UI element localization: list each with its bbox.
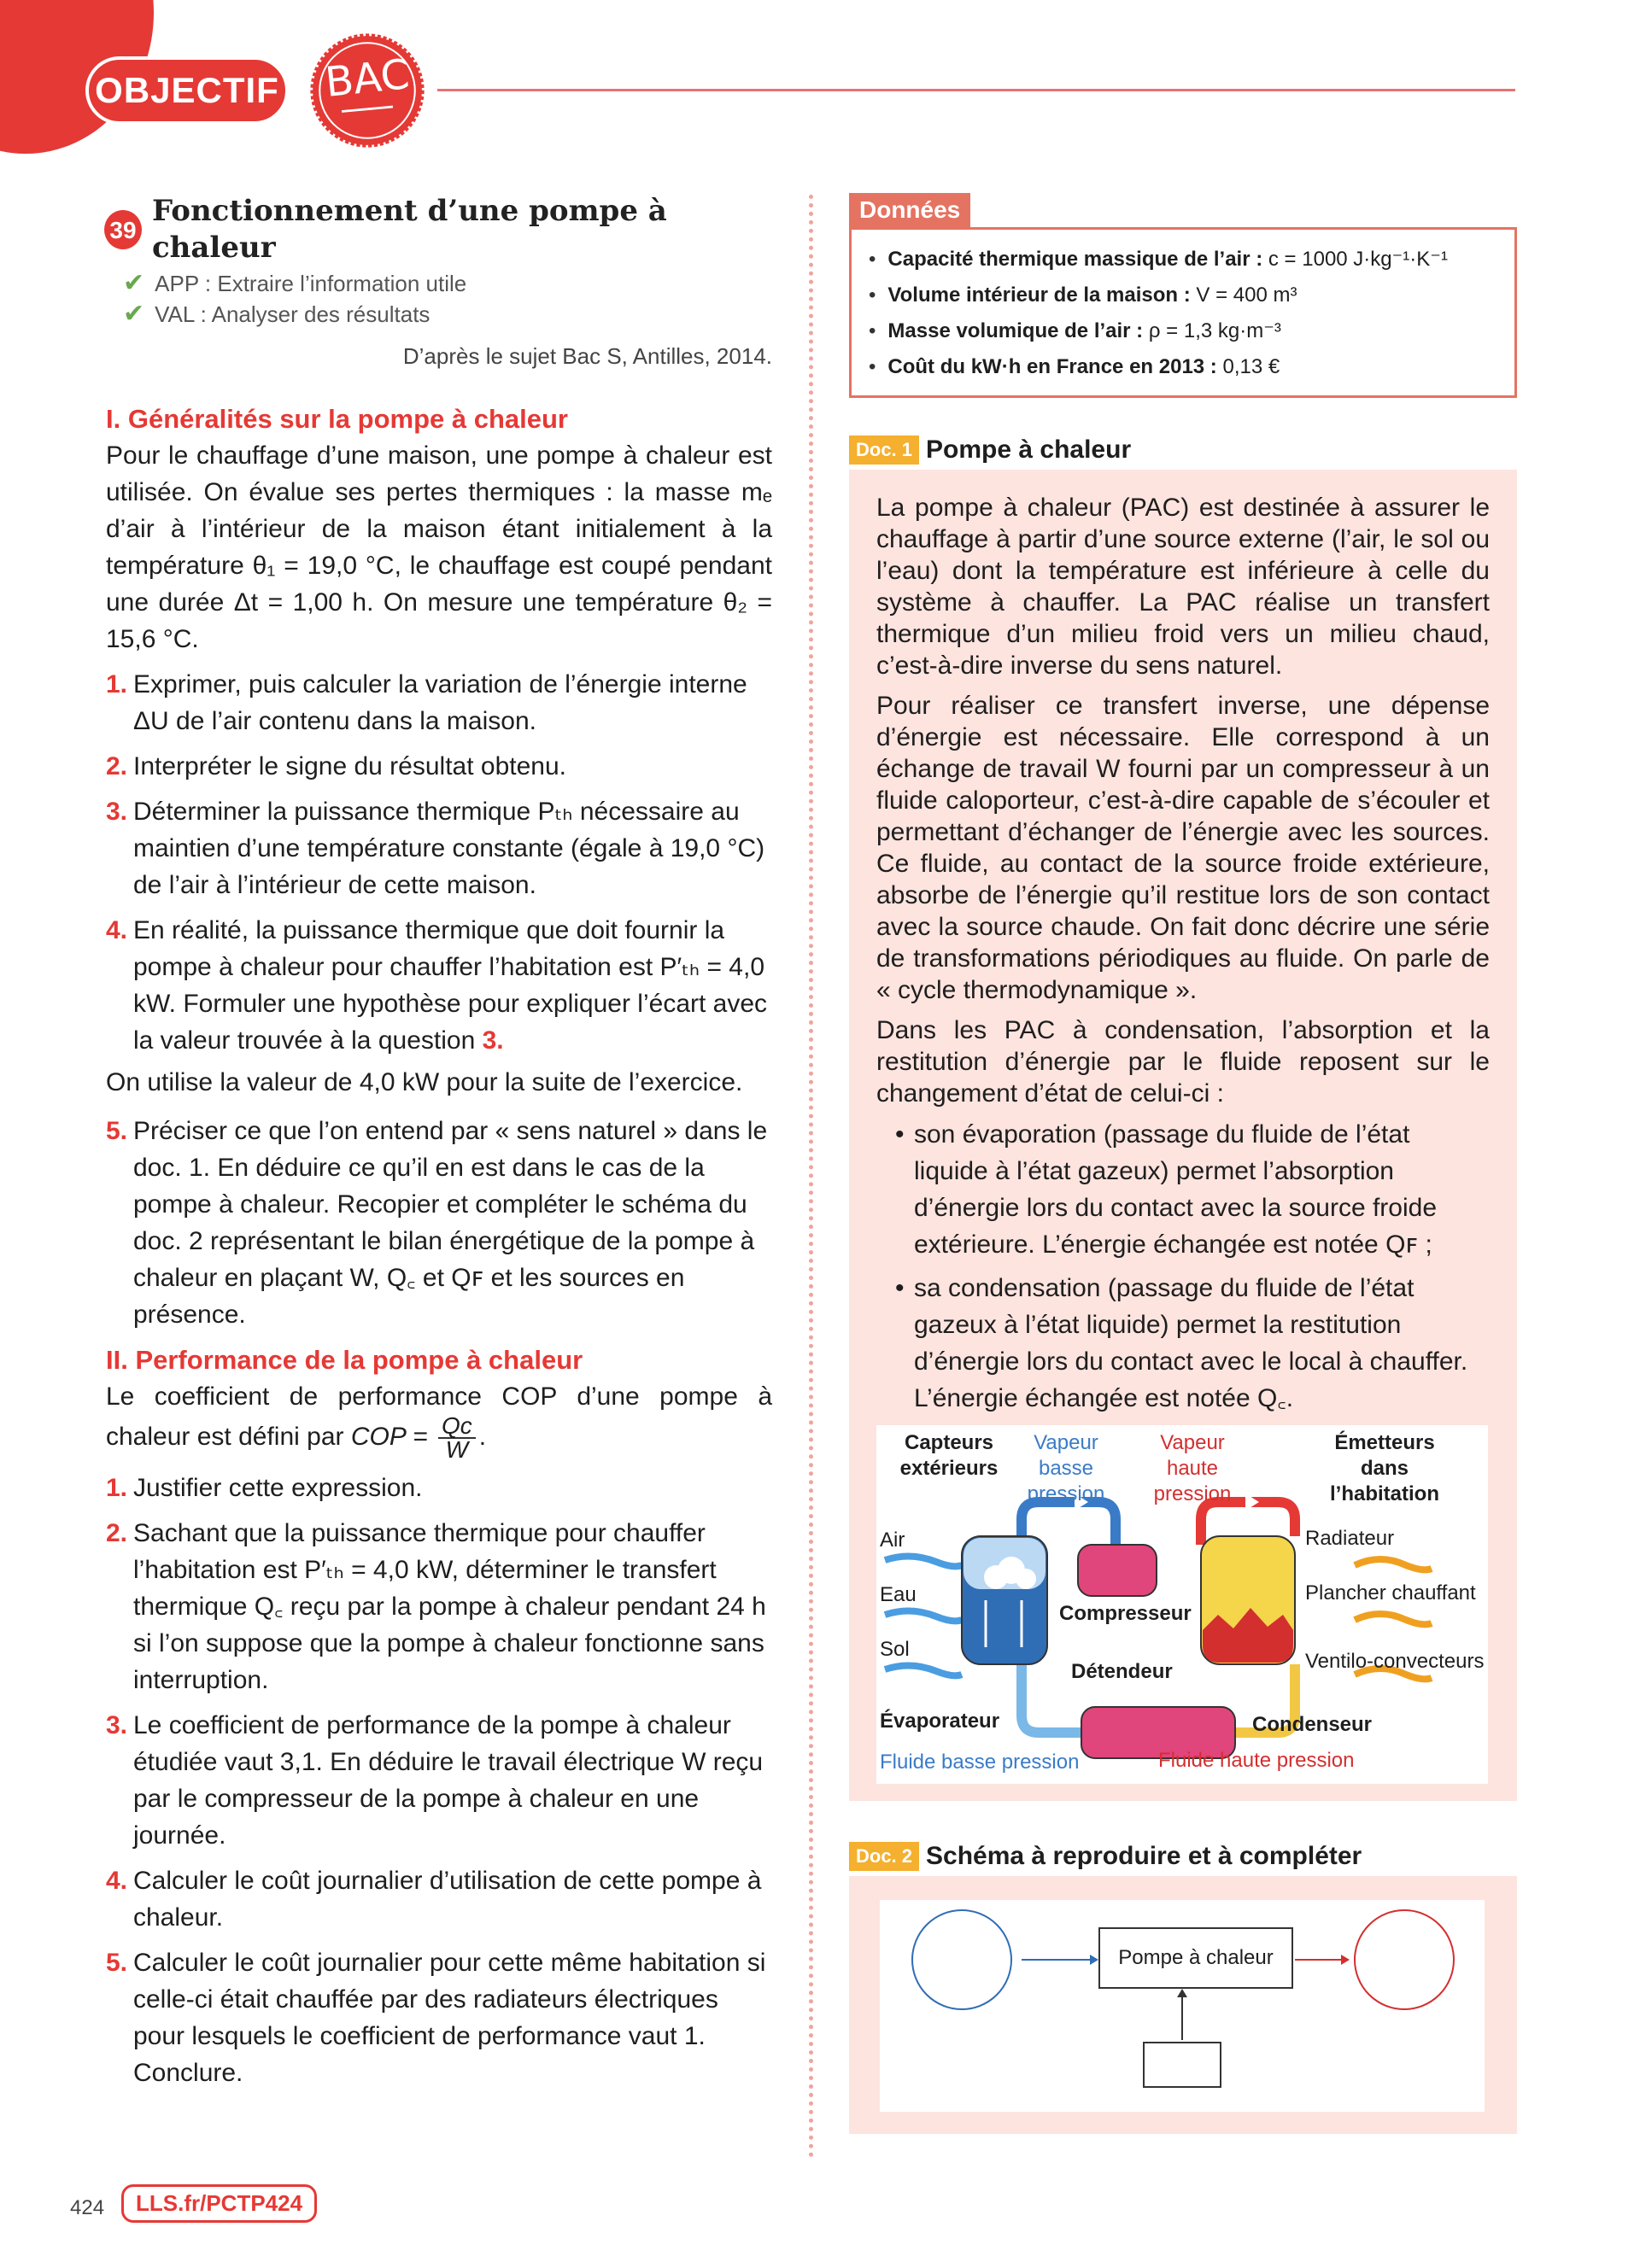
label-fluide-basse: Fluide basse pression (880, 1751, 1080, 1774)
donnee-value: V = 400 m³ (1196, 284, 1297, 307)
question-text: Le coefficient de performance de la pompe à chaleur étudiée vaut 3,1. En déduire le travail électrique W reçu par le compresseur de la pompe à chaleur en une journée. (133, 1711, 764, 1850)
label-radiateur: Radiateur (1305, 1527, 1395, 1550)
question-number: 3. (106, 1711, 128, 1739)
cop-formula-lhs: COP = (350, 1422, 428, 1451)
question-text: Exprimer, puis calculer la variation de l’énergie interne ΔU de l’air contenu dans la maison. (133, 670, 747, 735)
label-emetteurs: Émetteurs dans l’habitation (1330, 1431, 1439, 1505)
doc1-bullet (876, 1270, 1490, 1417)
label-detendeur: Détendeur (1071, 1660, 1173, 1683)
cop-definition-text: Le coefficient de performance COP d’une pompe à chaleur est défini par (106, 1382, 772, 1451)
question-item (106, 793, 772, 903)
question-item (106, 748, 772, 785)
question-number: 3. (106, 798, 128, 826)
doc1-paragraph: La pompe à chaleur (PAC) est destinée à assurer le chauffage à partir d’une source externe (l’air, le sol ou l’eau) dont la température est inférieure à celle du système à chauffer. La PAC réalise un transfert thermique d’un milieu froid vers un milieu chaud, c’est-à-dire inverse du sens naturel. (876, 494, 1490, 680)
bullet-icon: • (869, 284, 876, 307)
question-item (106, 1862, 772, 1936)
arrow-head-icon (1177, 1989, 1187, 1997)
question-number: 2. (106, 752, 128, 780)
donnee-item (869, 349, 1497, 385)
label-evaporateur: Évaporateur (880, 1710, 1000, 1733)
question-text: Justifier cette expression. (133, 1474, 423, 1502)
question-number: 5. (106, 1949, 128, 1977)
bac-label: BAC (323, 50, 412, 107)
air-arrow-icon (885, 1556, 962, 1566)
label-ventilo: Ventilo-convecteurs (1305, 1650, 1485, 1673)
skills-list (106, 268, 772, 330)
question-reference-end: . (496, 1026, 504, 1055)
doc1-bullet-text: sa condensation (passage du fluide de l’état gazeux à l’état liquide) permet la restitution d’énergie lors du contact avec le local à chauffer. L’énergie échangée est notée Q꜀. (914, 1274, 1468, 1412)
question-item (106, 1944, 772, 2091)
soil-arrow-icon (885, 1665, 962, 1675)
label-sol: Sol (880, 1638, 910, 1661)
label-vapeur-haute: Vapeur haute pression (1153, 1431, 1232, 1505)
part2-intro (106, 1378, 772, 1461)
energy-balance-schema (880, 1900, 1485, 2112)
exercise-title: Fonctionnement d’une pompe à chaleur (151, 194, 667, 265)
donnee-item (869, 278, 1497, 313)
doc2-title: Schéma à reproduire et à compléter (926, 1842, 1362, 1870)
label-eau: Eau (880, 1583, 917, 1606)
water-arrow-icon (885, 1610, 962, 1621)
question-item (106, 1470, 772, 1506)
bullet-icon: • (869, 319, 876, 342)
heat-pump-diagram (876, 1425, 1488, 1784)
cop-definition-end: . (478, 1422, 487, 1451)
bullet-icon: • (869, 355, 876, 378)
question-number: 1. (106, 1474, 128, 1502)
documents-column (849, 193, 1517, 2134)
part2-title: II. Performance de la pompe à chaleur (106, 1345, 583, 1375)
exercise-header (106, 193, 772, 266)
label-vapeur-basse: Vapeur basse pression (1027, 1431, 1105, 1505)
doc2-tag: Doc. 2 (849, 1842, 919, 1871)
bullet-icon: • (869, 248, 876, 271)
donnees-box (849, 227, 1517, 398)
skill-label: APP : Extraire l’information utile (155, 271, 467, 296)
question-text: Interpréter le signe du résultat obtenu. (133, 752, 566, 780)
doc1-title: Pompe à chaleur (926, 435, 1132, 464)
cop-denominator: W (445, 1436, 469, 1463)
donnee-item (869, 242, 1497, 278)
bullet-icon: • (895, 1274, 905, 1302)
question-text: Sachant que la puissance thermique pour chauffer l’habitation est P′ₜₕ = 4,0 kW, déterminer le transfert thermique Q꜀ reçu par la pompe à chaleur pendant 24 h si l’on suppose que la pompe à chaleur fonctionne sans interruption. (133, 1519, 766, 1694)
label-compresseur: Compresseur (1059, 1602, 1192, 1625)
resource-link[interactable]: LLS.fr/PCTP424 (121, 2184, 317, 2223)
objectif-badge (85, 56, 289, 125)
column-separator (809, 195, 813, 2159)
question-item (106, 1707, 772, 1854)
question-number: 5. (106, 1117, 128, 1145)
part2-questions (106, 1470, 772, 2091)
exercise-source: D’après le sujet Bac S, Antilles, 2014. (402, 343, 772, 369)
exercise-number: 39 (104, 210, 142, 249)
question-item (106, 666, 772, 739)
work-source-box (1143, 2042, 1221, 2088)
part1-title: I. Généralités sur la pompe à chaleur (106, 404, 568, 434)
part1-note: On utilise la valeur de 4,0 kW pour la suite de l’exercice. (106, 1068, 743, 1096)
question-text: Calculer le coût journalier d’utilisation de cette pompe à chaleur. (133, 1867, 762, 1932)
header-rule (437, 89, 1515, 91)
question-text (133, 912, 772, 1059)
donnee-label: Volume intérieur de la maison : (887, 284, 1191, 307)
heat-pump-box: Pompe à chaleur (1098, 1927, 1293, 1989)
donnee-item (869, 313, 1497, 349)
radiator-arrow-icon (1355, 1559, 1432, 1569)
question-number: 4. (106, 916, 128, 944)
doc1-paragraph: Pour réaliser ce transfert inverse, une dépense d’énergie est nécessaire. Elle correspond à un échange de travail W fourni par un compresseur à un fluide caloporteur, c’est-à-dire capable de s’écouler et permettant d’échanger de l’énergie avec les sources. Ce fluide, au contact de la source froide extérieure, absorbe de l’énergie qu’il restitue lors de son contact avec la source chaude. On fait donc décrire une série de transformations périodiques au fluide. On parle de « cycle thermodynamique ». (876, 692, 1490, 1004)
page-number: 424 (70, 2196, 105, 2219)
hot-source-circle (1355, 1910, 1454, 2009)
doc1-box (849, 470, 1517, 1801)
cold-source-circle (912, 1910, 1011, 2009)
question-number: 4. (106, 1867, 128, 1895)
question-item (106, 912, 772, 1059)
doc1-bullet (876, 1116, 1490, 1263)
bullet-icon: • (895, 1120, 905, 1149)
doc2-box (849, 1876, 1517, 2134)
question-number: 1. (106, 670, 128, 699)
label-capteurs-text: Capteurs extérieurs (899, 1431, 999, 1480)
part1-questions (106, 666, 772, 1059)
label-plancher: Plancher chauffant (1305, 1581, 1476, 1605)
question-text: Déterminer la puissance thermique Pₜₕ nécessaire au maintien d’une température constante (égale à 19,0 °C) de l’air à l’intérieur de cette maison. (133, 798, 765, 899)
arrow-head-icon (1090, 1955, 1098, 1965)
donnee-label: Capacité thermique massique de l’air : (887, 248, 1263, 271)
exercise-column (106, 193, 772, 2100)
question-number: 2. (106, 1519, 128, 1547)
donnee-label: Coût du kW·h en France en 2013 : (887, 355, 1217, 378)
label-air: Air (880, 1529, 905, 1552)
donnee-value: ρ = 1,3 kg·m⁻³ (1148, 319, 1281, 342)
donnee-label: Masse volumique de l’air : (887, 319, 1144, 342)
question-text: Préciser ce que l’on entend par « sens naturel » dans le doc. 1. En déduire ce qu’il en est dans le cas de la pompe à chaleur. Recopier et compléter le schéma du doc. 2 représentant le bilan énergétique de la pompe à chaleur en plaçant W, Q꜀ et Qꜰ et les sources en présence. (133, 1117, 768, 1329)
cloud-icon (1016, 1569, 1036, 1589)
compressor-icon (1078, 1545, 1157, 1596)
floor-heating-arrow-icon (1355, 1614, 1432, 1624)
flow-arrow-icon (1245, 1493, 1259, 1511)
question-item (106, 1515, 772, 1698)
question-text: Calculer le coût journalier pour cette même habitation si celle-ci était chauffée par des radiateurs électriques pour lesquels le coefficient de performance vaut 1. Conclure. (133, 1949, 766, 2087)
label-capteurs (885, 1430, 1013, 1482)
doc1-header (849, 435, 1517, 465)
label-fluide-haute: Fluide haute pression (1158, 1749, 1355, 1772)
cop-fraction (438, 1412, 476, 1463)
arrow-head-icon (1341, 1955, 1350, 1965)
cop-numerator: Qc (438, 1415, 476, 1439)
question-item (106, 1113, 772, 1333)
skill-item (106, 268, 772, 299)
doc1-paragraph: Dans les PAC à condensation, l’absorption et la restitution d’énergie par le fluide reposent sur le changement d’état de celui-ci : (876, 1016, 1490, 1108)
doc1-tag: Doc. 1 (849, 435, 919, 465)
question-reference: 3 (482, 1026, 497, 1055)
doc2-header (849, 1842, 1517, 1871)
part1-intro: Pour le chauffage d’une maison, une pompe à chaleur est utilisée. On évalue ses pertes thermiques : la masse mₑ d’air à l’intérieur de la maison étant initialement à la température θ₁ = 19,0 °C, le chauffage est coupé pendant une durée Δt = 1,00 h. On mesure une température θ₂ = 15,6 °C. (106, 441, 772, 653)
label-condenseur: Condenseur (1252, 1713, 1373, 1736)
check-icon: ✔ (123, 269, 145, 297)
doc1-bullet-text: son évaporation (passage du fluide de l’état liquide à l’état gazeux) permet l’absorption d’énergie lors du contact avec la source froide extérieure. L’énergie échangée est notée Qꜰ ; (914, 1120, 1438, 1259)
objectif-label: OBJECTIF (95, 70, 279, 110)
question-body: En réalité, la puissance thermique que doit fournir la pompe à chaleur pour chauffer l’habitation est P′ₜₕ = 4,0 kW. Formuler une hypothèse pour expliquer l’écart avec la valeur trouvée à la question (133, 916, 768, 1055)
donnees-label: Données (849, 193, 970, 227)
donnee-value: 0,13 € (1222, 355, 1280, 378)
skill-label: VAL : Analyser des résultats (155, 301, 430, 327)
donnee-value: c = 1000 J·kg⁻¹·K⁻¹ (1268, 248, 1448, 271)
skill-item (106, 299, 772, 330)
check-icon: ✔ (123, 300, 145, 328)
